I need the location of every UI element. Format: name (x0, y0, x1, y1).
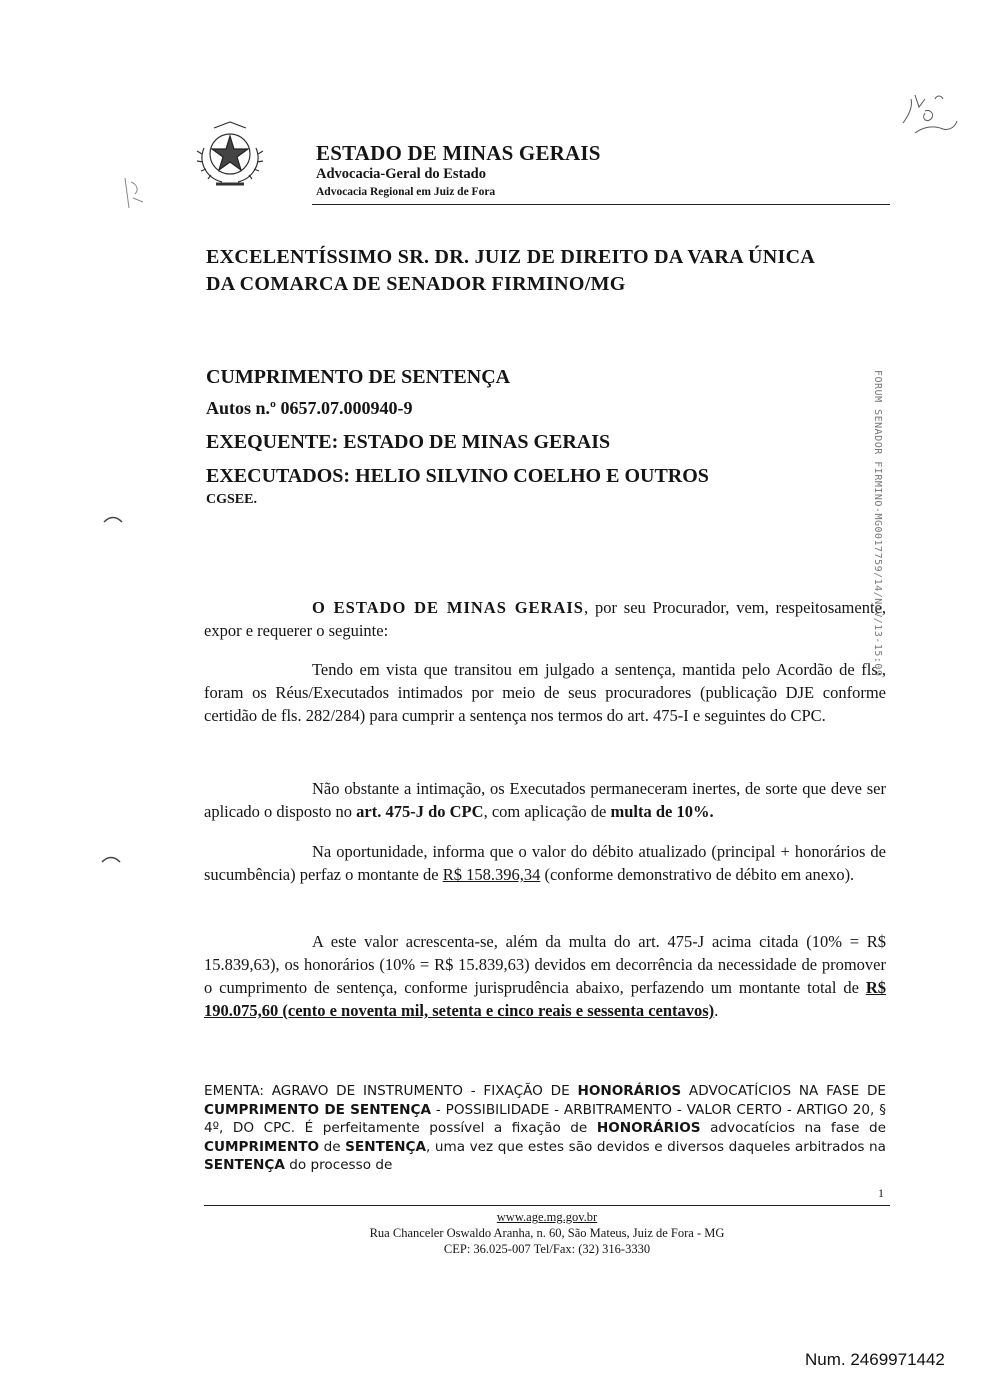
ementa-bold: CUMPRIMENTO DE SENTENÇA (204, 1101, 432, 1118)
paragraph-debito-text: Na oportunidade, informa que o valor do débito atualizado (principal + honorários de sucumbência) perfaz o montante de (204, 842, 886, 884)
addressee-line-2: DA COMARCA DE SENADOR FIRMINO/MG (206, 273, 626, 295)
header-office: Advocacia Regional em Juiz de Fora (316, 186, 496, 198)
ementa-bold: CUMPRIMENTO (204, 1138, 320, 1155)
scan-artifact-icon (115, 170, 155, 220)
total-amount: R$ 190.075,60 (cento e noventa mil, setenta e cinco reais e sessenta centavos) (204, 978, 886, 1020)
ementa-text: - POSSIBILIDADE - ARBITRAMENTO - VALOR CERTO - ARTIGO 20, § 4º, DO CPC. É perfeitamente possível a fixação de (204, 1101, 886, 1137)
paragraph-total (204, 930, 886, 1022)
footer-address: Rua Chanceler Oswaldo Aranha, n. 60, São Mateus, Juiz de Fora - MG (369, 1226, 725, 1240)
paragraph-transito-text: Tendo em vista que transitou em julgado a sentença, mantida pelo Acordão de fls., foram os Réus/Executados intimados por meio de seus procuradores (publicação DJE conforme certidão de fls. 282/284) para cumprir a sentença nos termos do art. 475-I e seguintes do CPC. (204, 660, 886, 725)
ementa-text: EMENTA: AGRAVO DE INSTRUMENTO - FIXAÇÃO DE (204, 1083, 578, 1099)
paragraph-debito-text-2: (conforme demonstrativo de débito em anexo). (540, 865, 855, 884)
paragraph-transito (204, 658, 886, 727)
ementa-text: ADVOCATÍCIOS NA FASE DE (681, 1083, 886, 1099)
ementa-text: de (319, 1138, 346, 1155)
case-executados: EXECUTADOS: HELIO SILVINO COELHO E OUTROS (206, 465, 709, 487)
ementa-bold: SENTENÇA (204, 1157, 285, 1174)
page-number: 1 (878, 1186, 884, 1200)
paragraph-multa-text-2: , com aplicação de (483, 802, 611, 821)
case-exequente: EXEQUENTE: ESTADO DE MINAS GERAIS (206, 431, 611, 453)
ementa-bold: HONORÁRIOS (577, 1083, 682, 1099)
ementa-excerpt (204, 1082, 886, 1175)
ementa-text: advocatícios na fase de (700, 1120, 886, 1137)
header-agency: Advocacia-Geral do Estado (316, 166, 486, 182)
ementa-bold: HONORÁRIOS (596, 1120, 701, 1137)
case-title: CUMPRIMENTO DE SENTENÇA (206, 366, 511, 388)
paragraph-total-text: A este valor acrescenta-se, além da multa do art. 475-J acima citada (10% = R$ 15.839,63), os honorários (10% = R$ 15.839,63) devidos em decorrência da necessidade de promover o cumprimento de sentença, conforme jurisprudência abaixo, perfazendo um montante total de (204, 932, 886, 997)
case-number: Autos n.º 0657.07.000940-9 (206, 398, 413, 418)
protocol-stamp-text: FORUM SENADOR FIRMINO-MG0017759/14/NOV/13-15:09 (872, 370, 883, 677)
party-name: O ESTADO DE MINAS GERAIS (312, 598, 584, 617)
paragraph-intro (204, 596, 886, 642)
paragraph-multa-text: Não obstante a intimação, os Executados permaneceram inertes, de sorte que deve ser aplicado o disposto no (204, 779, 886, 821)
article-reference: art. 475-J do CPC (356, 802, 484, 821)
footer-cep: CEP: 36.025-007 Tel/Fax: (32) 316-3330 (443, 1242, 651, 1256)
ementa-bold: SENTENÇA (345, 1138, 427, 1155)
footer-url[interactable]: www.age.mg.gov.br (496, 1210, 598, 1224)
addressee (206, 244, 886, 298)
header-state: ESTADO DE MINAS GERAIS (316, 141, 601, 165)
state-seal-icon (192, 118, 268, 188)
paragraph-debito (204, 840, 886, 886)
case-cgsee: CGSEE. (206, 492, 257, 507)
footer-divider (204, 1205, 890, 1206)
margin-mark-icon (102, 512, 124, 526)
handwritten-initials-icon (895, 85, 965, 145)
debt-amount: R$ 158.396,34 (442, 865, 541, 884)
paragraph-intro-text: , por seu Procurador, vem, respeitosamente, expor e requerer o seguinte: (204, 598, 887, 640)
ementa-text: , uma vez que estes são devidos e diversos daqueles arbitrados na (426, 1138, 886, 1155)
document-number: Num. 2469971442 (805, 1350, 945, 1369)
paragraph-total-end: . (714, 1001, 719, 1020)
ementa-text: do processo de (284, 1157, 393, 1174)
protocol-stamp (871, 370, 885, 770)
margin-mark-icon (100, 852, 122, 866)
addressee-line-1: EXCELENTÍSSIMO SR. DR. JUIZ DE DIREITO DA VARA ÚNICA (206, 246, 816, 268)
paragraph-multa (204, 777, 886, 823)
fine-reference: multa de 10%. (610, 802, 714, 821)
header-divider (312, 204, 890, 205)
